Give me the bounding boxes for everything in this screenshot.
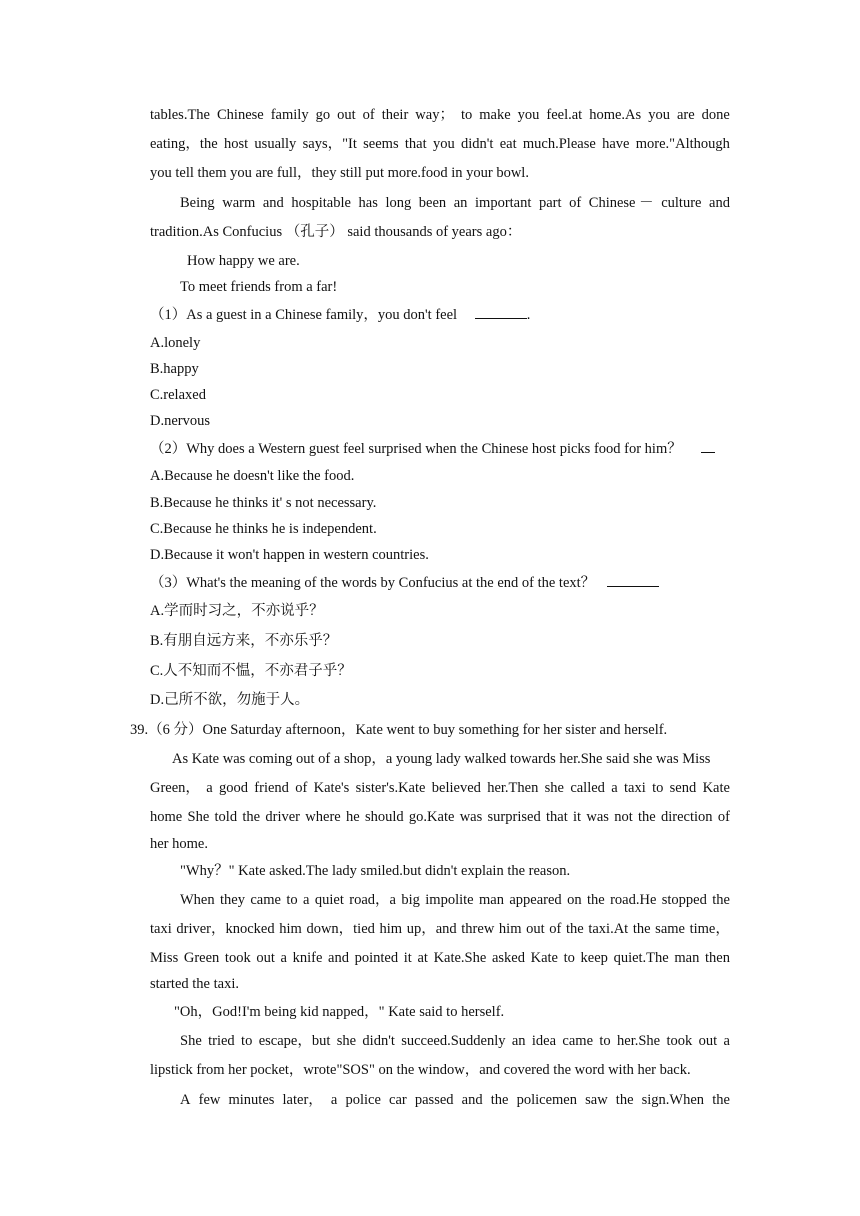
word: few — [198, 1092, 221, 1108]
word: has — [358, 195, 378, 211]
word: to — [241, 1033, 253, 1049]
word: that — [404, 136, 427, 152]
word: took — [666, 1033, 693, 1049]
word: out — [337, 107, 356, 123]
passage-line — [150, 949, 730, 967]
word: tables.The — [150, 107, 210, 123]
word: from — [192, 1062, 225, 1078]
word: minutes — [228, 1092, 275, 1108]
word: of — [569, 195, 582, 211]
word: Kate's — [313, 780, 350, 796]
passage-line — [180, 1091, 730, 1109]
word: stopped — [661, 892, 707, 908]
word: then — [704, 950, 730, 966]
word: the — [242, 809, 261, 825]
word: way； — [415, 107, 454, 123]
word: you — [432, 136, 455, 152]
word: up，and — [406, 921, 457, 937]
word: it — [573, 809, 582, 825]
word: an — [511, 1033, 526, 1049]
question-3-text: （3）What's the meaning of the words by Confucius at the end of the text？ — [150, 575, 596, 591]
question-option: D.nervous — [150, 413, 211, 429]
word: driver，knocked — [176, 921, 275, 937]
word: of — [362, 107, 375, 123]
word: her.She — [617, 1033, 661, 1049]
word: out — [698, 1033, 718, 1049]
word: you — [517, 107, 540, 123]
word: When — [180, 892, 215, 908]
question-option: C.relaxed — [150, 387, 206, 403]
passage-line: her home. — [150, 836, 208, 852]
word: the — [712, 1092, 730, 1108]
question-option: A.lonely — [150, 335, 201, 351]
question-option: B.有朋自远方来，不亦乐乎？ — [150, 633, 338, 649]
word: She — [180, 1033, 202, 1049]
word: send — [669, 780, 697, 796]
word: on — [374, 1062, 394, 1078]
word: on — [567, 892, 582, 908]
word: she — [336, 1033, 357, 1049]
word: Kate.She — [433, 950, 487, 966]
word: Green， — [150, 780, 200, 796]
question-option: B.Because he thinks it' s not necessary. — [150, 495, 377, 511]
word: she — [544, 780, 564, 796]
word: succeed.Suddenly — [401, 1033, 506, 1049]
word: him — [498, 921, 522, 937]
word: Being — [180, 195, 215, 211]
question-2-text: （2）Why does a Western guest feel surprised when the Chinese host picks food for him？ — [150, 441, 682, 457]
word: the — [490, 1092, 509, 1108]
answer-blank — [607, 573, 659, 587]
question-option: A.Because he doesn't like the food. — [150, 468, 355, 484]
word: police — [345, 1092, 381, 1108]
word: direction — [661, 809, 713, 825]
question-option: C.Because he thinks he is independent. — [150, 521, 377, 537]
word: keep — [580, 950, 608, 966]
question-option: D.Because it won't happen in western countries. — [150, 547, 429, 563]
word: they — [220, 892, 245, 908]
word: are — [676, 107, 695, 123]
word: of — [295, 780, 308, 796]
word: came — [562, 1033, 594, 1049]
word: Kate — [702, 780, 730, 796]
passage-line: "Why？" Kate asked.The lady smiled.but didn't explain the reason. — [180, 863, 571, 879]
word: pocket，wrote"SOS" — [246, 1062, 375, 1078]
word: of — [549, 921, 562, 937]
word: big — [401, 892, 420, 908]
word: impolite — [425, 892, 474, 908]
word: car — [389, 1092, 407, 1108]
word: didn't — [362, 1033, 395, 1049]
passage-line: tradition.As Confucius （孔子） said thousands of years ago： — [150, 224, 522, 240]
answer-blank — [475, 305, 527, 319]
word: him — [379, 921, 403, 937]
word: much.Please — [522, 136, 596, 152]
word: sign.When — [641, 1092, 705, 1108]
word: policemen — [516, 1092, 577, 1108]
word: road.He — [610, 892, 657, 908]
word: where — [305, 809, 341, 825]
word: go.Kate — [408, 809, 455, 825]
passage-line — [150, 808, 730, 826]
word: should — [364, 809, 404, 825]
question-1-text: （1）As a guest in a Chinese family，you don't feel — [150, 307, 458, 323]
word: warm — [222, 195, 256, 211]
word: to — [599, 1033, 611, 1049]
word: and — [461, 1092, 483, 1108]
word: been — [418, 195, 447, 211]
word: home.As — [589, 107, 642, 123]
question-stem — [150, 573, 659, 592]
question-stem — [150, 305, 530, 324]
word: surprised — [487, 809, 541, 825]
word: good — [218, 780, 248, 796]
word: Kate — [530, 950, 558, 966]
word: came — [250, 892, 281, 908]
passage-line — [180, 891, 730, 909]
word: a — [280, 950, 287, 966]
word: part — [538, 195, 562, 211]
word: knife — [292, 950, 323, 966]
confucius-quote-line: How happy we are. — [187, 253, 300, 269]
word: taxi — [624, 780, 646, 796]
word: road，a — [349, 892, 396, 908]
word: lipstick — [150, 1062, 193, 1078]
word: seems — [363, 136, 399, 152]
word: more."Although — [635, 136, 730, 152]
word: later， — [282, 1092, 323, 1108]
word: eating，the — [150, 136, 218, 152]
passage-line: started the taxi. — [150, 976, 239, 992]
word: and — [328, 950, 349, 966]
word: long — [385, 195, 412, 211]
word: to — [460, 107, 473, 123]
word: a — [206, 780, 213, 796]
word: tried — [208, 1033, 235, 1049]
word: threw — [461, 921, 495, 937]
passage-line — [150, 135, 730, 153]
word: idea — [531, 1033, 557, 1049]
passage-line: "Oh，God!I'm being kid napped，" Kate said to herself. — [174, 1004, 505, 1020]
word: friend — [254, 780, 289, 796]
passage-line — [150, 920, 730, 938]
word: same — [655, 921, 685, 937]
word: A — [180, 1092, 191, 1108]
word: go — [315, 107, 331, 123]
word: the — [549, 1062, 572, 1078]
period: . — [526, 307, 531, 323]
word: taxi — [150, 921, 172, 937]
word: believed — [431, 780, 481, 796]
word: asked — [491, 950, 525, 966]
word: her — [224, 1062, 247, 1078]
word: She — [187, 809, 210, 825]
question-option: C.人不知而不愠，不亦君子乎？ — [150, 663, 352, 679]
word: the — [712, 892, 730, 908]
word: culture — [661, 195, 702, 211]
word: man — [479, 892, 504, 908]
word: to — [286, 892, 298, 908]
word: of — [717, 809, 730, 825]
word: passed — [414, 1092, 454, 1108]
word: saw — [585, 1092, 608, 1108]
word: eat — [499, 136, 517, 152]
question-option: A.学而时习之，不亦说乎？ — [150, 603, 324, 619]
word: window，and — [414, 1062, 501, 1078]
word: back. — [656, 1062, 691, 1078]
word: man — [674, 950, 700, 966]
word: Chinese － — [588, 195, 654, 211]
question-option: B.happy — [150, 361, 199, 377]
word: family — [270, 107, 309, 123]
word: and — [262, 195, 284, 211]
word: Green — [183, 950, 220, 966]
passage-line — [150, 1061, 691, 1079]
word: a — [303, 892, 310, 908]
word: word — [571, 1062, 605, 1078]
word: quiet.The — [613, 950, 669, 966]
word: was — [459, 809, 483, 825]
word: her.Then — [487, 780, 539, 796]
word: out — [526, 921, 545, 937]
word: Miss — [150, 950, 179, 966]
word: their — [381, 107, 409, 123]
passage-line: As Kate was coming out of a shop，a young lady walked towards her.She said she was Miss — [172, 751, 711, 767]
word: make — [479, 107, 511, 123]
word: the — [586, 892, 605, 908]
word: him — [279, 921, 302, 937]
word: at — [417, 950, 428, 966]
word: taxi.At — [588, 921, 629, 937]
passage-line — [150, 106, 730, 124]
word: didn't — [460, 136, 494, 152]
word: says，"It — [302, 136, 357, 152]
word: a — [723, 1033, 730, 1049]
word: the — [615, 1092, 634, 1108]
word: time， — [689, 921, 730, 937]
passage-line — [180, 194, 730, 212]
question-option: D.己所不欲，勿施于人。 — [150, 692, 310, 708]
word: that — [545, 809, 568, 825]
answer-blank — [701, 439, 715, 453]
word: escape，but — [258, 1033, 331, 1049]
word: down，tied — [306, 921, 375, 937]
word: you — [648, 107, 670, 123]
word: hospitable — [291, 195, 351, 211]
word: covered — [500, 1062, 550, 1078]
passage-line — [150, 779, 730, 797]
word: not — [614, 809, 633, 825]
passage-line: you tell them you are full，they still put more.food in your bowl. — [150, 165, 529, 181]
word: driver — [265, 809, 300, 825]
word: her — [633, 1062, 656, 1078]
word: a — [330, 1092, 338, 1108]
word: home — [150, 809, 183, 825]
word: an — [453, 195, 468, 211]
confucius-quote-line: To meet friends from a far! — [180, 279, 338, 295]
word: to — [652, 780, 664, 796]
word: feel.at — [546, 107, 583, 123]
word: out — [256, 950, 275, 966]
word: took — [224, 950, 251, 966]
word: the — [393, 1062, 415, 1078]
word: Chinese — [217, 107, 264, 123]
word: done — [701, 107, 730, 123]
word: and — [709, 195, 730, 211]
word: appeared — [509, 892, 562, 908]
word: the — [632, 921, 651, 937]
passage-line — [180, 1032, 730, 1050]
question-stem — [150, 439, 715, 458]
word: quiet — [314, 892, 344, 908]
word: pointed — [354, 950, 399, 966]
word: usually — [254, 136, 297, 152]
word: was — [586, 809, 609, 825]
word: it — [403, 950, 412, 966]
word: have — [602, 136, 630, 152]
word: host — [223, 136, 249, 152]
question-39-header: 39.（6 分）One Saturday afternoon，Kate went to buy something for her sister and herself. — [130, 722, 668, 738]
word: called — [570, 780, 605, 796]
word: he — [345, 809, 360, 825]
word: with — [604, 1062, 634, 1078]
word: told — [214, 809, 238, 825]
word: important — [475, 195, 532, 211]
word: the — [638, 809, 656, 825]
word: to — [563, 950, 575, 966]
word: the — [565, 921, 584, 937]
word: a — [611, 780, 618, 796]
word: sister's.Kate — [355, 780, 426, 796]
